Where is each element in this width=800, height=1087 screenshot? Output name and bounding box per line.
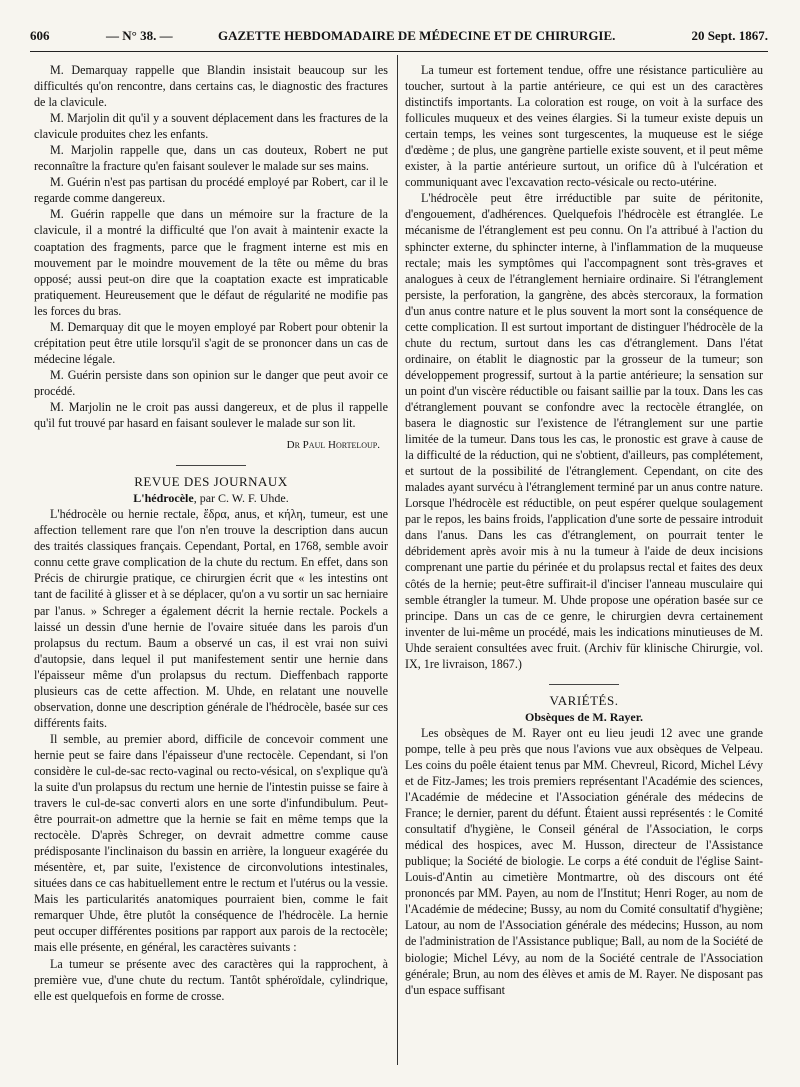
article-paragraph: La tumeur est fortement tendue, offre une résistance particulière au toucher, surtout à la partie antérieure, ce qui est un des caractères distinctifs importants. La coloration est rouge, on voit à la surface des follicules muqueux et des veines élargies. Si la tumeur existe depuis un certain temps, les veines sont turgescentes, la muqueuse est le siége d'œdème ; de plus, une gangrène partielle existe souvent, et il peut même exister, à la partie antérieure surtout, un orifice dû à l'ulcération et communiquant avec l'excavation recto-vésicale ou recto-utérine. [405, 63, 763, 190]
page-header [30, 28, 768, 50]
article-title-text: Obsèques de M. Rayer. [525, 709, 643, 724]
section-title: VARIÉTÉS. [549, 692, 619, 708]
discussion-paragraph: M. Guérin n'est pas partisan du procédé employé par Robert, car il le regarde comme dangereux. [34, 175, 388, 206]
issue-date: 20 Sept. 1867. [691, 28, 768, 43]
right-column [405, 62, 763, 998]
article-title: L'hédrocèle [133, 491, 194, 506]
section-rule [176, 465, 246, 466]
discussion-paragraph: M. Guérin rappelle que dans un mémoire sur la fracture de la clavicule, il a montré la difficulté que l'on avait à maintenir exacte la coaptation des fragments, parce que le fragment interne est mis en mouvement par le moindre mouvement de la tête ou même du bras opposé; aussi peut-on dire que la coaptation exacte est impraticable pratiquement. Heureusement que le défaut de régularité ne modifie pas les forces du bras. [34, 207, 388, 318]
article-paragraph: L'hédrocèle ou hernie rectale, ἕδρα, anus, et κήλη, tumeur, est une affection tellement rare que l'on n'en trouve la description dans aucun des traités classiques français. Cependant, Portal, en 1768, semble avoir connu cette grave complication de la chute du rectum. En effet, dans son Précis de chirurgie pratique, ce chirurgien écrit que « les intestins ont tant de facilité à glisser et à se déplacer, qu'on a vu sortir un sac herniaire par l'anus. » Schreger a également décrit la hernie rectale. Pockels a laissé un dessin d'une hernie de l'ovaire située dans les parois d'un prolapsus du rectum. Baum a observé un cas, il est vrai non suivi d'autopsie, dans lequel il put manifestement sentir une hernie dans l'épaisseur même d'un prolapsus du rectum. Dieffenbach rapporte plusieurs cas de cette affection. M. Uhde, en relatant une nouvelle observation, donne une description générale de l'hédrocèle, basée sur ces différents faits. [34, 507, 388, 730]
section-rule [549, 684, 619, 685]
author-signature: Dr Paul Horteloup. [286, 439, 380, 452]
article-paragraph: Il semble, au premier abord, difficile de concevoir comment une hernie peut se faire dans l'épaisseur d'une rectocèle. Cependant, si l'on considère le cul-de-sac recto-vaginal ou recto-vésical, on s'explique qu'à la suite d'un prolapsus du rectum une hernie de l'intestin puisse se faire à travers le cul-de-sac converti alors en une sorte d'infundibulum. Peut-être pourrait-on admettre que la hernie se fait en même temps que la rectocèle. D'après Schreger, on devrait admettre comme cause prédisposante l'inclinaison du bassin en arrière, la longueur exagérée du mésentère, et, par suite, l'existence de circonvolutions intestinales, situées dans ce cas habituellement entre le rectum et l'utérus ou la vessie. Mais les particularités anatomiques pourraient bien, comme le fait remarquer Uhde, être plutôt la conséquence de l'hédrocèle. La hernie peut occuper différentes positions par rapport aux parois de la rectocèle; mais elle présente, en général, les caractères suivants : [34, 731, 388, 955]
header-rule [30, 51, 768, 52]
article-paragraph: L'hédrocèle peut être irréductible par suite de péritonite, d'engouement, d'adhérences. Quelquefois l'hédrocèle est étranglée. Le mécanisme de l'étranglement est peu connu. On l'a attribué à l'action du sphincter externe, du sphincter interne, à l'inflammation de la muqueuse rectale; mais les symptômes qui l'accompagnent sont très-graves et analogues à ceux de l'étranglement herniaire ordinaire. Si l'étranglement persiste, la perforation, la gangrène, des abcès stercoraux, la formation d'un anus contre nature et le plus souvent la mort sont la conséquence de cette complication. Il est surtout important de distinguer l'hédrocèle de la chute du rectum, surtout dans les cas d'étranglement. Dans l'état ordinaire, on établit le diagnostic par la grosseur de la tumeur; son développement progressif, surtout à la partie antérieure; la sensation sur un point d'un viscère réductible ou faisant saillie par la toux. Dans les cas d'étranglement pouvant se confondre avec la rectocèle étranglée, on basera le diagnostic sur l'existence de l'étranglement sur une partie limitée de la tumeur. Dans tous les cas, le pronostic est grave à cause de la difficulté de la réduction, qui ne s'obtient, d'ailleurs, pas complétement, et surtout de la possibilité de l'étranglement. Cependant, on cite des malades ayant survécu à l'étranglement terminé par un anus contre nature. Lorsque l'hédrocèle est réductible, on peut espérer quelque soulagement par le repos, les bains froids, l'application d'une sorte de pessaire introduit dans l'anus. Dans les cas d'étranglement, on pourrait tenter le débridement après avoir mis à nu la tumeur à l'aide de deux incisions comprenant une partie du périnée et du prolapsus rectal et faites des deux côtés de la hernie; peut-être suffirait-il d'inciser l'anneau musculaire qui semble étrangler la tumeur. M. Uhde propose une opération basée sur ce principe. Dans un cas de ce genre, le chirurgien devra certainement inventer de lui-même un procédé, mais les indications minutieuses de M. Uhde seraient consultées avec fruit. (Archiv für klinische Chirurgie, vol. IX, 1re livraison, 1867.) [405, 191, 763, 671]
journal-title: GAZETTE HEBDOMADAIRE DE MÉDECINE ET DE CHIRURGIE. [218, 28, 616, 43]
article-paragraph: La tumeur se présente avec des caractères qui la rapprochent, à première vue, d'une chute du rectum. Tantôt sphéroïdale, cylindrique, elle est quelquefois en forme de crosse. [34, 956, 388, 1003]
article-heading [34, 490, 388, 506]
discussion-paragraph: M. Marjolin dit qu'il y a souvent déplacement dans les fractures de la clavicule produites chez les enfants. [34, 111, 388, 142]
discussion-paragraph: M. Demarquay rappelle que Blandin insistait beaucoup sur les difficultés qu'on rencontre, dans certains cas, le diagnostic des fractures de la clavicule. [34, 63, 388, 110]
discussion-paragraph: M. Marjolin ne le croit pas aussi dangereux, et de plus il rappelle qu'il fut trouvé par hasard en faisant soulever le malade sur son lit. [34, 399, 388, 431]
page-number: 606 [30, 28, 50, 43]
article-paragraph: Les obsèques de M. Rayer ont eu lieu jeudi 12 avec une grande pompe, telle à peu près que nous l'avions vue aux obsèques de Velpeau. Les coins du poêle étaient tenus par MM. Chevreul, Ricord, Michel Lévy et de Fitz-James; les trois premiers représentant l'Académie des sciences, l'Académie de médecine et l'Association générale des médecins de France; le dernier, parent du défunt. Étaient aussi représentés : le Comité consultatif d'hygiène, le Conseil général de l'Association, le corps médical des hospices, avec M. Husson, directeur de l'Assistance publique; la Société de biologie. Le corps a été conduit de l'église Saint-Louis-d'Antin au cimetière Montmartre, où des discours ont été prononcés par MM. Payen, au nom de l'Institut; Henri Roger, au nom de l'Académie de médecine; Bussy, au nom du Comité consultatif d'hygiène; Latour, au nom de l'Association générale des médecins; Husson, au nom de l'administration de l'Assistance publique; Ball, au nom de la Société de biologie; Michel Lévy, au nom de la Société centrale de l'Association générale; Brun, au nom des élèves et amis de M. Rayer. Ne disposant pas d'un espace suffisant [405, 725, 763, 997]
column-divider [397, 55, 398, 1065]
discussion-paragraph: M. Guérin persiste dans son opinion sur le danger que peut avoir ce procédé. [34, 367, 388, 398]
article-title [405, 709, 763, 725]
discussion-paragraph: M. Marjolin rappelle que, dans un cas douteux, Robert ne put reconnaître la fracture qu'en faisant soulever le malade sur ses mains. [34, 143, 388, 174]
article-author: , par C. W. F. Uhde. [193, 491, 289, 506]
discussion-paragraph: M. Demarquay dit que le moyen employé par Robert pour obtenir la crépitation peut être utile lorsqu'il s'agit de se prononcer dans un cas de médecine légale. [34, 319, 388, 366]
section-title: REVUE DES JOURNAUX [134, 474, 288, 490]
left-column [34, 62, 388, 1004]
issue-number: — N° 38. — [106, 28, 173, 43]
